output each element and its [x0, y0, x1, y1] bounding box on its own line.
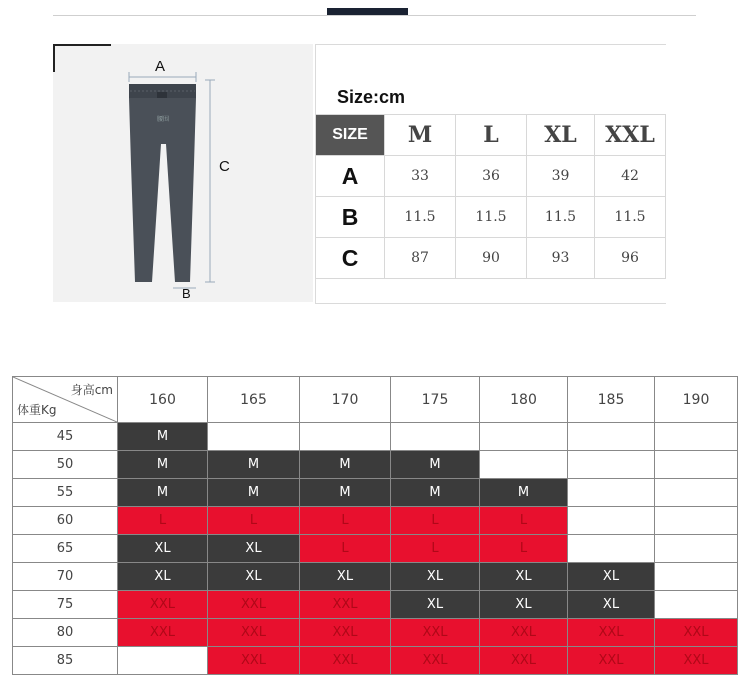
size-recommendation-cell: XXL: [300, 591, 391, 619]
size-header-m: M: [385, 115, 456, 156]
size-recommendation-cell: XL: [480, 591, 568, 619]
size-cell: 33: [385, 156, 456, 197]
weight-label: 85: [13, 647, 118, 675]
size-recommendation-cell: L: [300, 507, 391, 535]
size-recommendation-cell: XL: [118, 535, 208, 563]
dimension-label-b: B: [182, 286, 191, 301]
size-recommendation-cell: [655, 479, 738, 507]
size-recommendation-cell: [480, 423, 568, 451]
weight-label: 60: [13, 507, 118, 535]
size-cell: 11.5: [456, 197, 527, 238]
size-unit-title: Size:cm: [337, 87, 406, 107]
size-cell: 39: [527, 156, 595, 197]
top-divider: [53, 15, 696, 16]
height-header: 175: [391, 377, 480, 423]
height-header: 185: [568, 377, 655, 423]
size-recommendation-cell: [655, 563, 738, 591]
size-recommendation-cell: [655, 423, 738, 451]
size-header-row: [316, 115, 666, 156]
size-header-l: L: [456, 115, 527, 156]
size-cell: 11.5: [385, 197, 456, 238]
size-cell: 36: [456, 156, 527, 197]
size-recommendation-cell: XL: [118, 563, 208, 591]
size-recommendation-cell: XXL: [208, 647, 300, 675]
size-cell: 11.5: [527, 197, 595, 238]
table-row: [13, 619, 738, 647]
size-recommendation-cell: M: [300, 479, 391, 507]
size-recommendation-cell: L: [480, 535, 568, 563]
height-axis-label: 身高cm: [70, 383, 113, 397]
size-row-c: [316, 238, 666, 279]
size-recommendation-cell: XXL: [300, 619, 391, 647]
size-recommendation-cell: M: [300, 451, 391, 479]
table-corner-cell: [13, 377, 118, 423]
size-recommendation-cell: M: [391, 451, 480, 479]
size-recommendation-cell: M: [208, 479, 300, 507]
table-row: [13, 423, 738, 451]
size-recommendation-cell: L: [480, 507, 568, 535]
weight-axis-label: 体重Kg: [17, 403, 57, 417]
dimension-label-a: A: [155, 58, 166, 75]
size-recommendation-table: [12, 376, 738, 675]
size-recommendation-cell: [391, 423, 480, 451]
size-recommendation-cell: M: [118, 451, 208, 479]
size-recommendation-cell: XXL: [480, 647, 568, 675]
size-recommendation-cell: [655, 507, 738, 535]
size-recommendation-cell: [568, 451, 655, 479]
size-cell: 93: [527, 238, 595, 279]
weight-label: 70: [13, 563, 118, 591]
top-accent-bar: [327, 8, 408, 15]
size-recommendation-cell: M: [118, 479, 208, 507]
size-recommendation-cell: [208, 423, 300, 451]
size-recommendation-cell: XL: [208, 535, 300, 563]
size-header-label: SIZE: [316, 115, 385, 156]
size-recommendation-cell: M: [118, 423, 208, 451]
size-recommendation-cell: XL: [480, 563, 568, 591]
table-row: [13, 563, 738, 591]
table-row: [13, 591, 738, 619]
size-recommendation-cell: XXL: [391, 619, 480, 647]
size-recommendation-cell: XXL: [118, 591, 208, 619]
size-recommendation-cell: M: [391, 479, 480, 507]
weight-label: 45: [13, 423, 118, 451]
size-recommendation-cell: XXL: [655, 619, 738, 647]
size-recommendation-cell: [655, 535, 738, 563]
size-recommendation-cell: XXL: [480, 619, 568, 647]
size-cell: 87: [385, 238, 456, 279]
size-recommendation-cell: XL: [300, 563, 391, 591]
recommendation-body: [13, 423, 738, 675]
weight-label: 55: [13, 479, 118, 507]
size-recommendation-cell: M: [208, 451, 300, 479]
size-recommendation-cell: XXL: [208, 591, 300, 619]
size-recommendation-cell: XL: [568, 591, 655, 619]
table-row: [13, 507, 738, 535]
size-recommendation-cell: [568, 535, 655, 563]
size-recommendation-cell: XXL: [118, 619, 208, 647]
size-recommendation-cell: XL: [391, 591, 480, 619]
size-recommendation-cell: M: [480, 479, 568, 507]
size-cell: 90: [456, 238, 527, 279]
size-recommendation-cell: XXL: [568, 619, 655, 647]
table-row: [13, 647, 738, 675]
size-recommendation-cell: XL: [568, 563, 655, 591]
size-recommendation-cell: L: [391, 507, 480, 535]
size-row-label: A: [316, 156, 385, 197]
dimension-label-c: C: [219, 158, 230, 175]
height-header: 190: [655, 377, 738, 423]
size-recommendation-cell: [118, 647, 208, 675]
size-recommendation-cell: XXL: [568, 647, 655, 675]
weight-label: 65: [13, 535, 118, 563]
size-recommendation-cell: L: [300, 535, 391, 563]
size-table: [315, 114, 666, 279]
size-recommendation-cell: [655, 451, 738, 479]
height-header: 160: [118, 377, 208, 423]
size-recommendation-cell: [568, 507, 655, 535]
height-header: 165: [208, 377, 300, 423]
size-recommendation-cell: XL: [391, 563, 480, 591]
weight-label: 50: [13, 451, 118, 479]
size-recommendation-cell: [655, 591, 738, 619]
weight-label: 80: [13, 619, 118, 647]
size-recommendation-cell: [568, 423, 655, 451]
weight-label: 75: [13, 591, 118, 619]
size-recommendation-cell: XL: [208, 563, 300, 591]
size-recommendation-cell: L: [118, 507, 208, 535]
size-cell: 11.5: [595, 197, 666, 238]
size-recommendation-cell: XXL: [208, 619, 300, 647]
pants-illustration: [53, 44, 313, 302]
pants-legs: [129, 98, 196, 282]
size-recommendation-cell: [480, 451, 568, 479]
table-row: [13, 535, 738, 563]
size-row-b: [316, 197, 666, 238]
size-recommendation-cell: [568, 479, 655, 507]
size-row-label: C: [316, 238, 385, 279]
size-recommendation-cell: XXL: [391, 647, 480, 675]
size-row-label: B: [316, 197, 385, 238]
table-row: [13, 479, 738, 507]
size-recommendation-cell: [300, 423, 391, 451]
size-recommendation-cell: L: [208, 507, 300, 535]
size-header-xxl: XXL: [595, 115, 666, 156]
size-recommendation-cell: XXL: [300, 647, 391, 675]
size-header-xl: XL: [527, 115, 595, 156]
size-cell: 96: [595, 238, 666, 279]
height-header: 180: [480, 377, 568, 423]
waist-text: 腰围: [156, 116, 170, 123]
size-recommendation-cell: L: [391, 535, 480, 563]
size-cell: 42: [595, 156, 666, 197]
table-row: [13, 451, 738, 479]
size-recommendation-cell: XXL: [655, 647, 738, 675]
height-header: 170: [300, 377, 391, 423]
size-row-a: [316, 156, 666, 197]
height-header-row: [13, 377, 738, 423]
